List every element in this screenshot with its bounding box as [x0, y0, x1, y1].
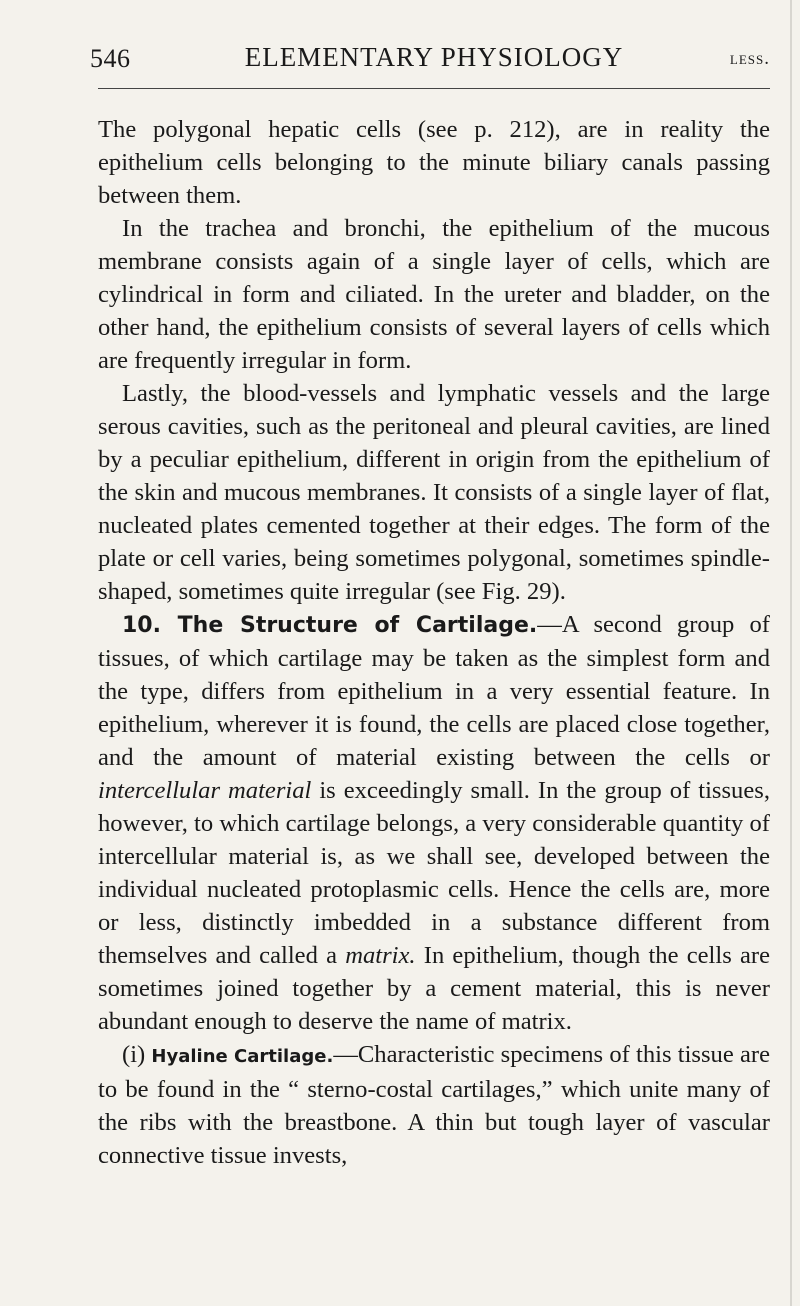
- term-matrix: matrix.: [345, 942, 416, 969]
- cartilage-text-b: is exceedingly small. In the group of tissues, however, to which cartilage belongs, a very considerable quantity of intercellular material is, as we shall see, developed between the individual nucleated protoplasmic cells. Hence the cells are, more or less, distinctly imbedded in a substance different from themselves and called a: [98, 777, 770, 969]
- cartilage-text-c: In epithelium, though the cells are sometimes joined together by a cement material, this is never abundant enough to deserve the name of matrix.: [98, 942, 770, 1035]
- running-header: [90, 30, 770, 89]
- subsection-heading-hyaline: Hyaline Cartilage.: [151, 1046, 334, 1067]
- term-intercellular-material: intercellular material: [98, 777, 312, 804]
- subsection-number: (i): [122, 1041, 152, 1068]
- page-number: 546: [90, 44, 131, 73]
- paragraph-trachea: In the trachea and bronchi, the epithelium of the mucous membrane consists again of a single layer of cells, which are cylindrical in form and ciliated. In the ureter and bladder, on the other hand, the epithelium consists of several layers of cells which are frequently irregular in form.: [98, 215, 770, 374]
- hyaline-text: —Characteristic specimens of this tissue are to be found in the “ sterno-costal cartilages,” which unite many of the ribs with the breastbone. A thin but tough layer of vascular connective tissue invests,: [98, 1041, 770, 1169]
- cartilage-text-a: —A second group of tissues, of which cartilage may be taken as the simplest form and the type, differs from epithelium in a very essential feature. In epithelium, wherever it is found, the cells are placed close together, and the amount of material existing between the cells or: [98, 611, 770, 771]
- page-body: [98, 113, 770, 1172]
- section-label: less.: [729, 48, 770, 69]
- paragraph-hyaline-cartilage: [98, 1038, 770, 1172]
- page-edge-shadow: [790, 0, 792, 1306]
- running-title: ELEMENTARY PHYSIOLOGY: [244, 42, 624, 72]
- book-page: [90, 30, 770, 1172]
- paragraph-serous-cavities: Lastly, the blood-vessels and lymphatic vessels and the large serous cavities, such as the peritoneal and pleural cavities, are lined by a peculiar epithelium, different in origin from the epithelium of the skin and mucous membranes. It consists of a single layer of flat, nucleated plates cemented together at their edges. The form of the plate or cell varies, being sometimes polygonal, sometimes spindle-shaped, sometimes quite irregular (see Fig. 29).: [98, 380, 770, 605]
- paragraph-hepatic-cells: The polygonal hepatic cells (see p. 212), are in reality the epithelium cells belonging to the minute biliary canals passing between them.: [98, 116, 770, 209]
- section-heading-cartilage: 10. The Structure of Cartilage.: [122, 613, 538, 638]
- paragraph-cartilage: [98, 608, 770, 1038]
